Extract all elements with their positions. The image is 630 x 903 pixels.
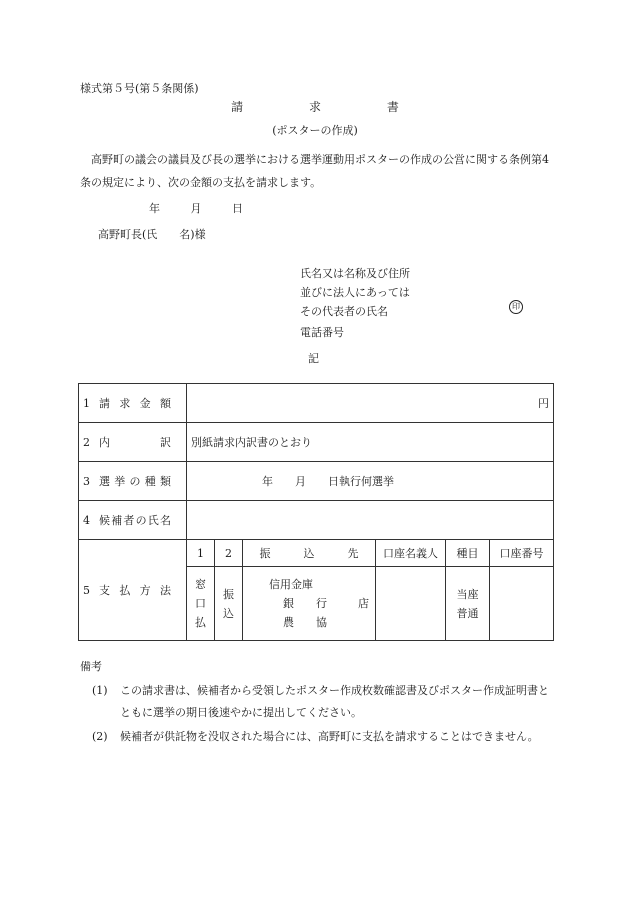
account-holder-field[interactable] [376, 567, 446, 641]
madoguchi-option[interactable]: 窓 口 払 [187, 567, 215, 641]
row-no: 3 [83, 475, 90, 488]
document-subtitle: (ポスターの作成) [272, 124, 358, 137]
row-label: 選挙の種類 [99, 475, 171, 488]
form-number: 様式第５号(第５条関係) [80, 82, 199, 95]
row-no: 5 [83, 584, 90, 597]
col-1: 1 [187, 540, 215, 567]
ki-label: 記 [308, 352, 319, 365]
claim-table [78, 383, 554, 641]
candidate-field[interactable] [187, 501, 554, 540]
applicant-line: 氏名又は名称及び住所 [300, 267, 410, 280]
day-label: 日 [232, 202, 243, 215]
account-type-field[interactable]: 当座 普通 [446, 567, 490, 641]
row-no: 1 [83, 397, 90, 410]
bank-field[interactable] [243, 567, 376, 641]
notes-heading: 備考 [80, 660, 102, 673]
row-breakdown [79, 423, 554, 462]
col-number: 口座番号 [490, 540, 554, 567]
bank-line: 農 協 [283, 616, 327, 629]
amount-field[interactable]: 円 [187, 384, 554, 423]
note-text: この請求書は、候補者から受領したポスター作成枚数確認書及びポスター作成証明書とともに選挙の期日後速やかに提出してください。 [120, 684, 549, 719]
applicant-line: その代表者の氏名 [300, 305, 388, 318]
addressee: 高野町長(氏 名)様 [98, 228, 206, 241]
col-furikomi: 振 込 先 [243, 540, 376, 567]
applicant-line: 並びに法人にあっては [300, 286, 410, 299]
col-2: 2 [215, 540, 243, 567]
seal-mark: 印 [509, 300, 523, 314]
title-char: 書 [386, 100, 399, 114]
row-label: 請求金額 [99, 397, 171, 410]
note-number: (1) [92, 684, 108, 697]
note-text: 候補者が供託物を没収された場合には、高野町に支払を請求することはできません。 [120, 730, 539, 743]
body-text: 高野町の議会の議員及び長の選挙における選挙運動用ポスターの作成の公営に関する条例第4条の規定により、次の金額の支払を請求します。 [80, 153, 549, 189]
row-amount [79, 384, 554, 423]
row-no: 2 [83, 436, 90, 449]
bank-line: 銀 行 店 [283, 597, 369, 610]
row-election-type [79, 462, 554, 501]
phone-label: 電話番号 [300, 326, 344, 339]
breakdown-field[interactable]: 別紙請求内訳書のとおり [187, 423, 554, 462]
applicant-block [300, 264, 410, 321]
row-label: 支払方法 [99, 584, 171, 597]
bank-line: 信用金庫 [269, 578, 313, 591]
row-no: 4 [83, 514, 90, 527]
row-label: 候補者の氏名 [99, 514, 171, 527]
date-line [149, 200, 270, 216]
row-label: 内 訳 [99, 436, 171, 449]
title-char: 請 [231, 100, 244, 114]
month-label: 月 [190, 202, 202, 215]
document-title [0, 98, 630, 115]
furikomi-option[interactable]: 振 込 [215, 567, 243, 641]
title-char: 求 [308, 100, 321, 114]
row-candidate [79, 501, 554, 540]
payment-header-row [79, 540, 554, 567]
note-item [92, 726, 554, 748]
year-label: 年 [149, 202, 160, 215]
col-holder: 口座名義人 [376, 540, 446, 567]
col-type: 種目 [446, 540, 490, 567]
election-type-field[interactable]: 年 月 日執行何選挙 [187, 462, 554, 501]
account-number-field[interactable] [490, 567, 554, 641]
note-number: (2) [92, 730, 108, 743]
note-item [92, 680, 554, 724]
